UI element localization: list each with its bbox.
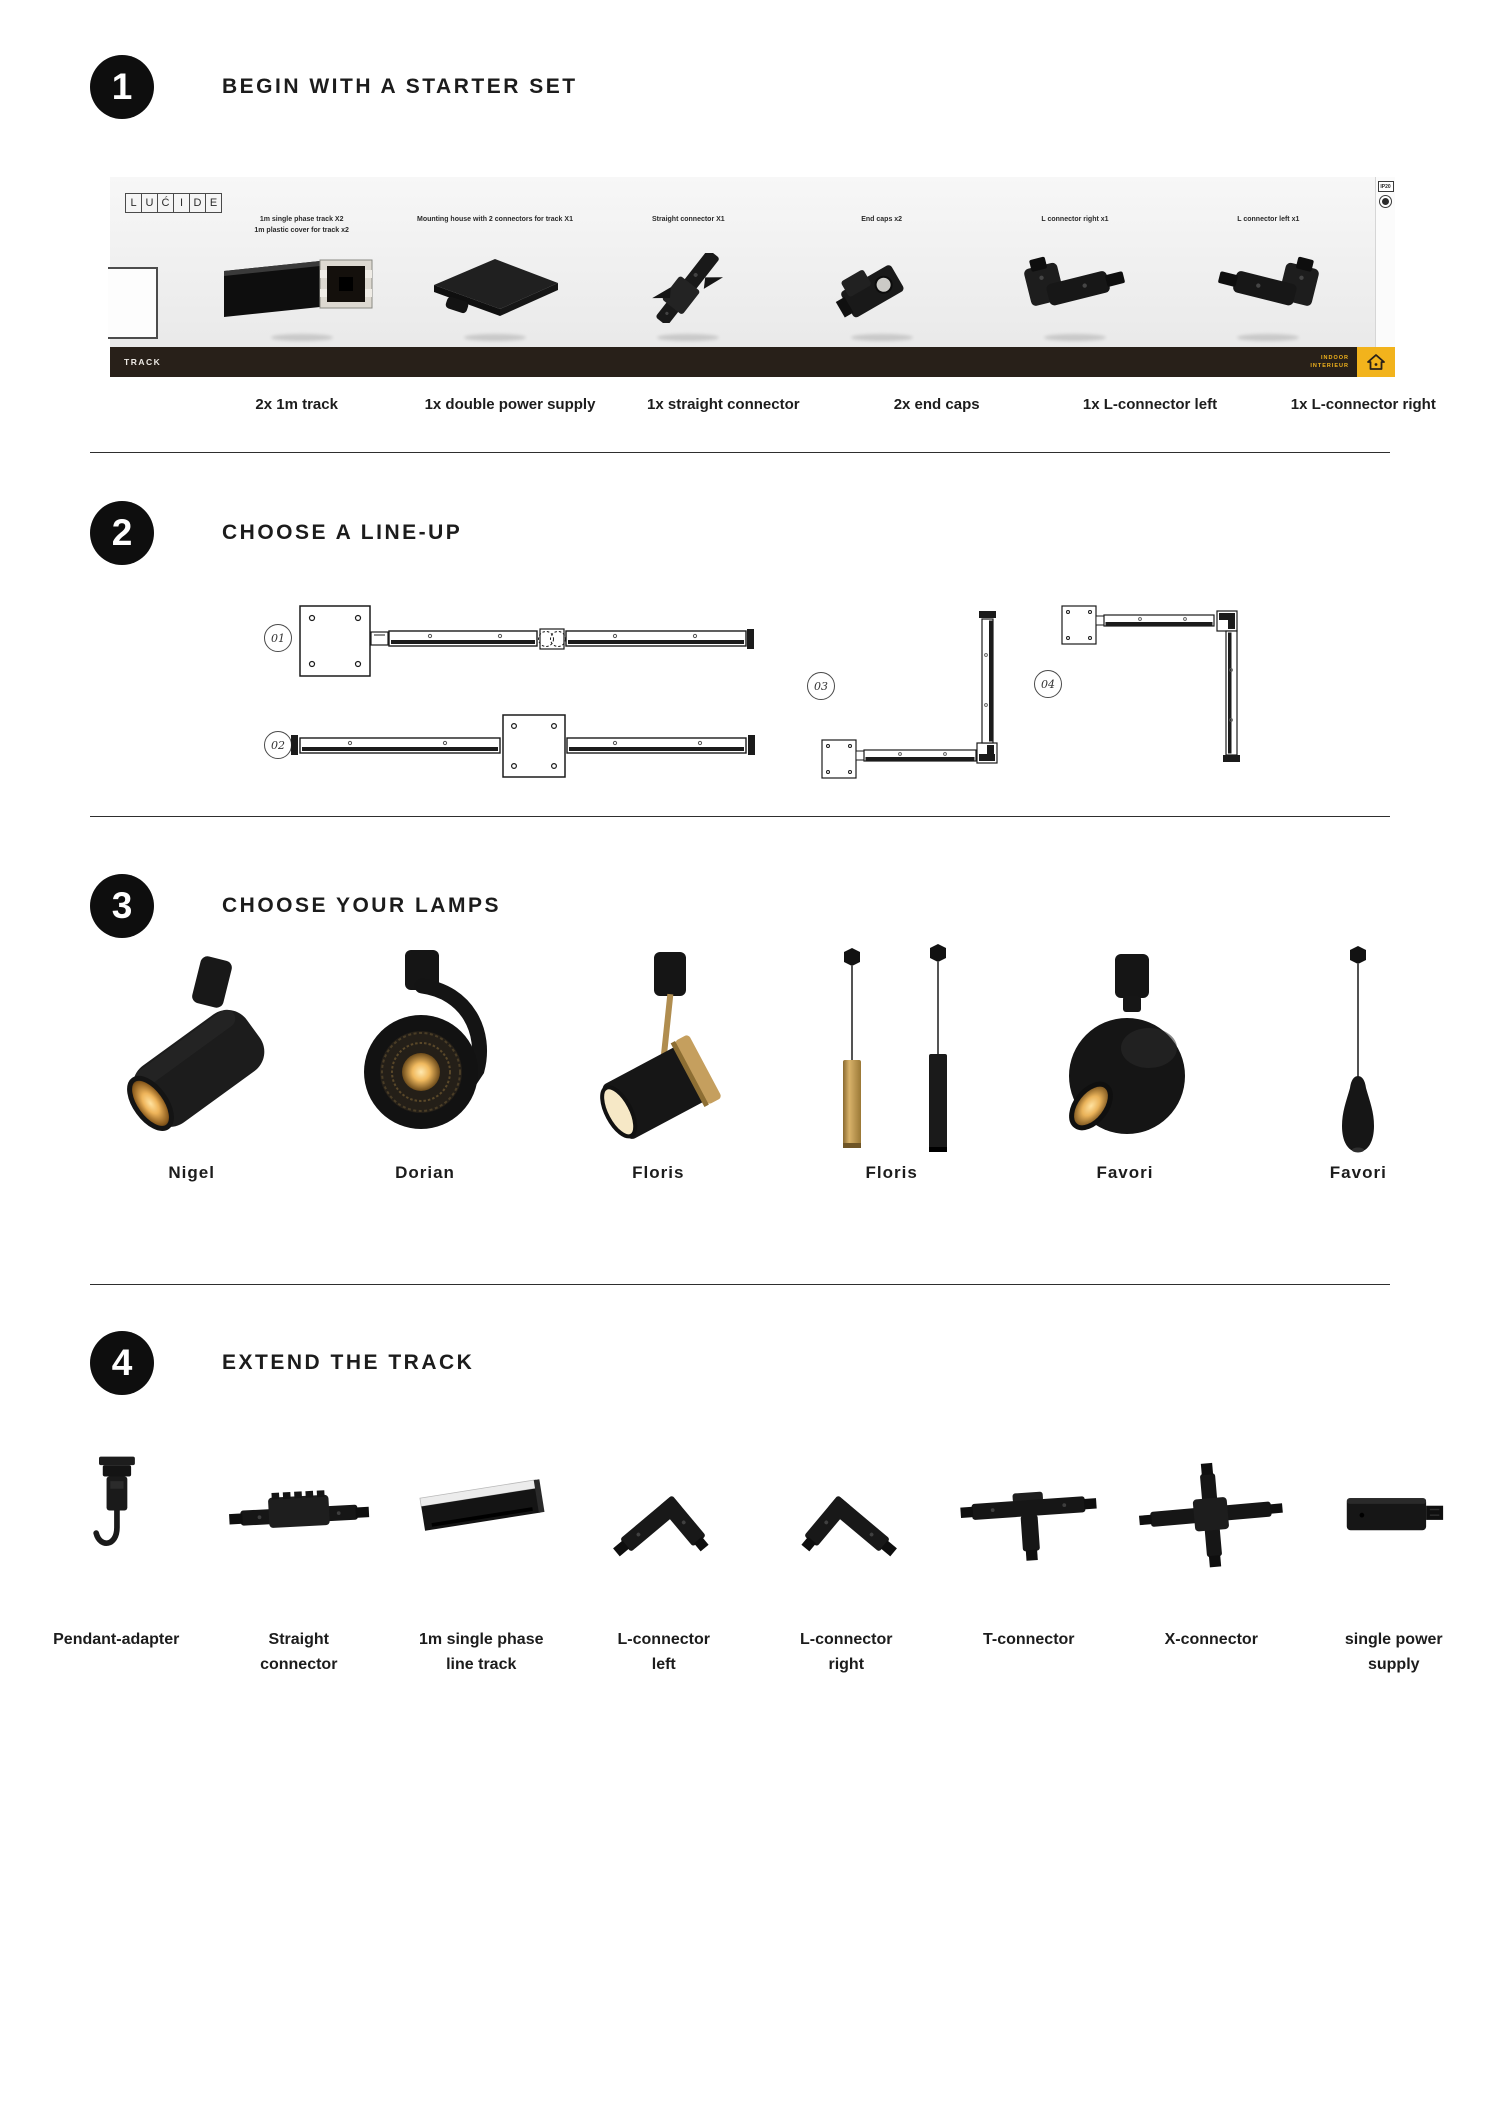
caption-line: connector bbox=[260, 1655, 338, 1673]
extend-pendant-adapter bbox=[25, 1432, 208, 1604]
lineup-diagrams bbox=[0, 585, 1500, 815]
logo-letter: L bbox=[125, 193, 142, 213]
box-bottom-bar bbox=[110, 347, 1395, 377]
label-line: Straight connector X1 bbox=[651, 216, 725, 223]
extend-t-connector bbox=[938, 1432, 1121, 1604]
lamp-name: Favori bbox=[1329, 1163, 1387, 1182]
end-cap-photo bbox=[827, 241, 937, 334]
extend-caption bbox=[1303, 1628, 1486, 1678]
extend-caption bbox=[573, 1628, 756, 1678]
extend-caption bbox=[938, 1628, 1121, 1678]
extend-x-connector bbox=[1120, 1432, 1303, 1604]
step-2-number-badge bbox=[90, 501, 154, 565]
extend-caption bbox=[208, 1628, 391, 1678]
extend-caption bbox=[755, 1628, 938, 1678]
class-badge-icon bbox=[1379, 195, 1392, 208]
nigel-spot-image bbox=[92, 942, 292, 1157]
starter-caption: 1x L-connector left bbox=[1082, 396, 1218, 413]
lamp-name: Floris bbox=[865, 1163, 918, 1182]
house-icon bbox=[1366, 352, 1386, 372]
step-1-header bbox=[90, 55, 578, 119]
lucide-logo bbox=[126, 193, 222, 213]
product-shadow bbox=[851, 334, 913, 341]
box-product-end-caps bbox=[785, 215, 978, 343]
step-1-number: 1 bbox=[111, 66, 133, 107]
label-line: 1m plastic cover for track x2 bbox=[254, 226, 349, 234]
l-connector-right-photo bbox=[1005, 241, 1145, 334]
l-connector-right-image bbox=[1005, 250, 1145, 326]
extend-power-supply bbox=[1303, 1432, 1486, 1604]
mounting-plate-graphic bbox=[108, 267, 158, 339]
caption-line: L-connector bbox=[617, 1631, 710, 1648]
straight-connector-photo bbox=[633, 241, 743, 334]
lineup-02-label: 02 bbox=[271, 739, 285, 752]
lineup-03 bbox=[808, 611, 998, 778]
starter-caption: 2x 1m track bbox=[255, 396, 338, 413]
floris-spot-image bbox=[558, 942, 758, 1157]
box-side-panel bbox=[1375, 177, 1395, 347]
caption-line: line track bbox=[446, 1655, 517, 1673]
box-product-lright-label bbox=[1041, 215, 1108, 241]
floris-pendant-image bbox=[792, 942, 992, 1157]
box-product-endcaps-label bbox=[861, 215, 902, 241]
lineup-02 bbox=[265, 715, 756, 777]
step-4-header bbox=[90, 1331, 474, 1395]
box-product-straight-connector bbox=[592, 215, 785, 343]
lamp-name: Dorian bbox=[395, 1163, 455, 1182]
starter-caption: 2x end caps bbox=[893, 396, 980, 413]
product-shadow bbox=[1237, 334, 1299, 341]
lamp-name: Favori bbox=[1096, 1163, 1154, 1182]
t-connector-image bbox=[944, 1443, 1114, 1593]
straight-connector-ext-image bbox=[214, 1443, 384, 1593]
lamp-floris-pendants bbox=[775, 935, 1008, 1157]
straight-connector-image bbox=[633, 253, 743, 323]
section-divider bbox=[90, 1284, 1390, 1285]
lamp-names-row bbox=[75, 1163, 1475, 1183]
lineup-04 bbox=[1035, 606, 1241, 762]
caption-line: Straight bbox=[268, 1631, 329, 1648]
lamp-nigel bbox=[75, 935, 308, 1157]
step-3-number: 3 bbox=[111, 885, 133, 926]
caption-line: 1m single phase bbox=[419, 1631, 544, 1648]
step-1-number-badge bbox=[90, 55, 154, 119]
logo-letter: U bbox=[141, 193, 158, 213]
caption-line: right bbox=[828, 1655, 865, 1673]
box-product-l-connector-right bbox=[978, 215, 1171, 343]
lamp-favori-pendant bbox=[1242, 935, 1475, 1157]
caption-line: X-connector bbox=[1164, 1631, 1258, 1648]
product-shadow bbox=[271, 334, 333, 341]
caption-line: left bbox=[651, 1655, 676, 1673]
step-4-number-badge bbox=[90, 1331, 154, 1395]
extend-caption bbox=[25, 1628, 208, 1678]
step-4-title: EXTEND THE TRACK bbox=[222, 1351, 475, 1374]
extend-items-row bbox=[25, 1432, 1485, 1604]
power-supply-image bbox=[1309, 1443, 1479, 1593]
starter-caption: 1x double power supply bbox=[424, 396, 596, 413]
extend-captions-row bbox=[25, 1628, 1485, 1678]
lamp-name: Floris bbox=[632, 1163, 685, 1182]
lamp-floris-spot bbox=[542, 935, 775, 1157]
lamp-dorian bbox=[308, 935, 541, 1157]
box-product-mounting-label bbox=[417, 215, 573, 241]
extend-line-track bbox=[390, 1432, 573, 1604]
label-line: Mounting house with 2 connectors for track X1 bbox=[417, 216, 573, 223]
caption-line: supply bbox=[1367, 1655, 1420, 1673]
box-product-straight-label bbox=[652, 215, 725, 241]
box-product-l-connector-left bbox=[1172, 215, 1365, 343]
caption-line: L-connector bbox=[800, 1631, 893, 1648]
step-2-title: CHOOSE A LINE-UP bbox=[222, 521, 463, 544]
extend-caption bbox=[1120, 1628, 1303, 1678]
favori-spot-image bbox=[1025, 942, 1225, 1157]
lamp-name: Nigel bbox=[168, 1163, 215, 1182]
extend-l-connector-left bbox=[573, 1432, 756, 1604]
logo-letter: D bbox=[189, 193, 206, 213]
label-line: 1m single phase track X2 bbox=[259, 216, 344, 223]
step-3-title: CHOOSE YOUR LAMPS bbox=[222, 894, 501, 917]
mounting-house-photo bbox=[420, 241, 570, 334]
caption-line: Pendant-adapter bbox=[53, 1631, 180, 1648]
caption-line: T-connector bbox=[982, 1631, 1075, 1648]
starter-captions-row bbox=[190, 396, 1470, 413]
lineup-01 bbox=[265, 606, 755, 676]
ip20-badge: IP20 bbox=[1378, 181, 1394, 192]
caption-line: single power bbox=[1344, 1631, 1443, 1648]
logo-letter: I bbox=[173, 193, 190, 213]
l-connector-left-photo bbox=[1198, 241, 1338, 334]
box-product-track-label bbox=[254, 215, 349, 241]
logo-letter: E bbox=[205, 193, 222, 213]
track-photo bbox=[220, 241, 384, 334]
label-line: L connector right x1 bbox=[1041, 216, 1109, 223]
label-line: L connector left x1 bbox=[1237, 216, 1300, 223]
step-2-number: 2 bbox=[111, 512, 133, 553]
lineup-01-label: 01 bbox=[271, 632, 285, 645]
product-shadow bbox=[657, 334, 719, 341]
starter-caption: 1x straight connector bbox=[647, 396, 800, 413]
box-product-mounting-house bbox=[398, 215, 591, 343]
section-divider bbox=[90, 452, 1390, 453]
mounting-house-image bbox=[420, 255, 570, 321]
product-shadow bbox=[1044, 334, 1106, 341]
lineup-04-label: 04 bbox=[1041, 678, 1055, 691]
indoor-line: INTERIEUR bbox=[1310, 363, 1349, 369]
product-shadow bbox=[464, 334, 526, 341]
indoor-line: INDOOR bbox=[1321, 354, 1349, 361]
indoor-label bbox=[1310, 354, 1349, 371]
starter-caption: 1x L-connector right bbox=[1290, 396, 1436, 413]
track-bar-label: TRACK bbox=[124, 357, 162, 367]
step-3-number-badge bbox=[90, 874, 154, 938]
line-track-image bbox=[396, 1443, 566, 1593]
starter-box-products bbox=[205, 215, 1365, 343]
box-product-track bbox=[205, 215, 398, 343]
extend-caption bbox=[390, 1628, 573, 1678]
section-divider bbox=[90, 816, 1390, 817]
lamps-row bbox=[75, 935, 1475, 1157]
l-connector-left-image bbox=[1198, 250, 1338, 326]
l-connector-right-ext-image bbox=[761, 1443, 931, 1593]
pendant-adapter-image bbox=[31, 1443, 201, 1593]
box-product-lleft-label bbox=[1237, 215, 1299, 241]
lamp-favori-spot bbox=[1008, 935, 1241, 1157]
extend-straight-connector bbox=[208, 1432, 391, 1604]
logo-letter: Ć bbox=[157, 193, 174, 213]
x-connector-image bbox=[1126, 1443, 1296, 1593]
step-2-header bbox=[90, 501, 462, 565]
track-cross-section-image bbox=[220, 255, 384, 321]
label-line: End caps x2 bbox=[861, 216, 903, 223]
indoor-house-badge bbox=[1357, 347, 1395, 377]
step-4-number: 4 bbox=[111, 1342, 133, 1383]
dorian-spot-image bbox=[325, 942, 525, 1157]
step-3-header bbox=[90, 874, 501, 938]
end-cap-image bbox=[827, 253, 937, 323]
extend-l-connector-right bbox=[755, 1432, 938, 1604]
starter-set-box bbox=[110, 177, 1395, 377]
favori-pendant-image bbox=[1258, 942, 1458, 1157]
step-1-title: BEGIN WITH A STARTER SET bbox=[222, 75, 578, 98]
lineup-03-label: 03 bbox=[814, 680, 828, 693]
l-connector-left-ext-image bbox=[579, 1443, 749, 1593]
